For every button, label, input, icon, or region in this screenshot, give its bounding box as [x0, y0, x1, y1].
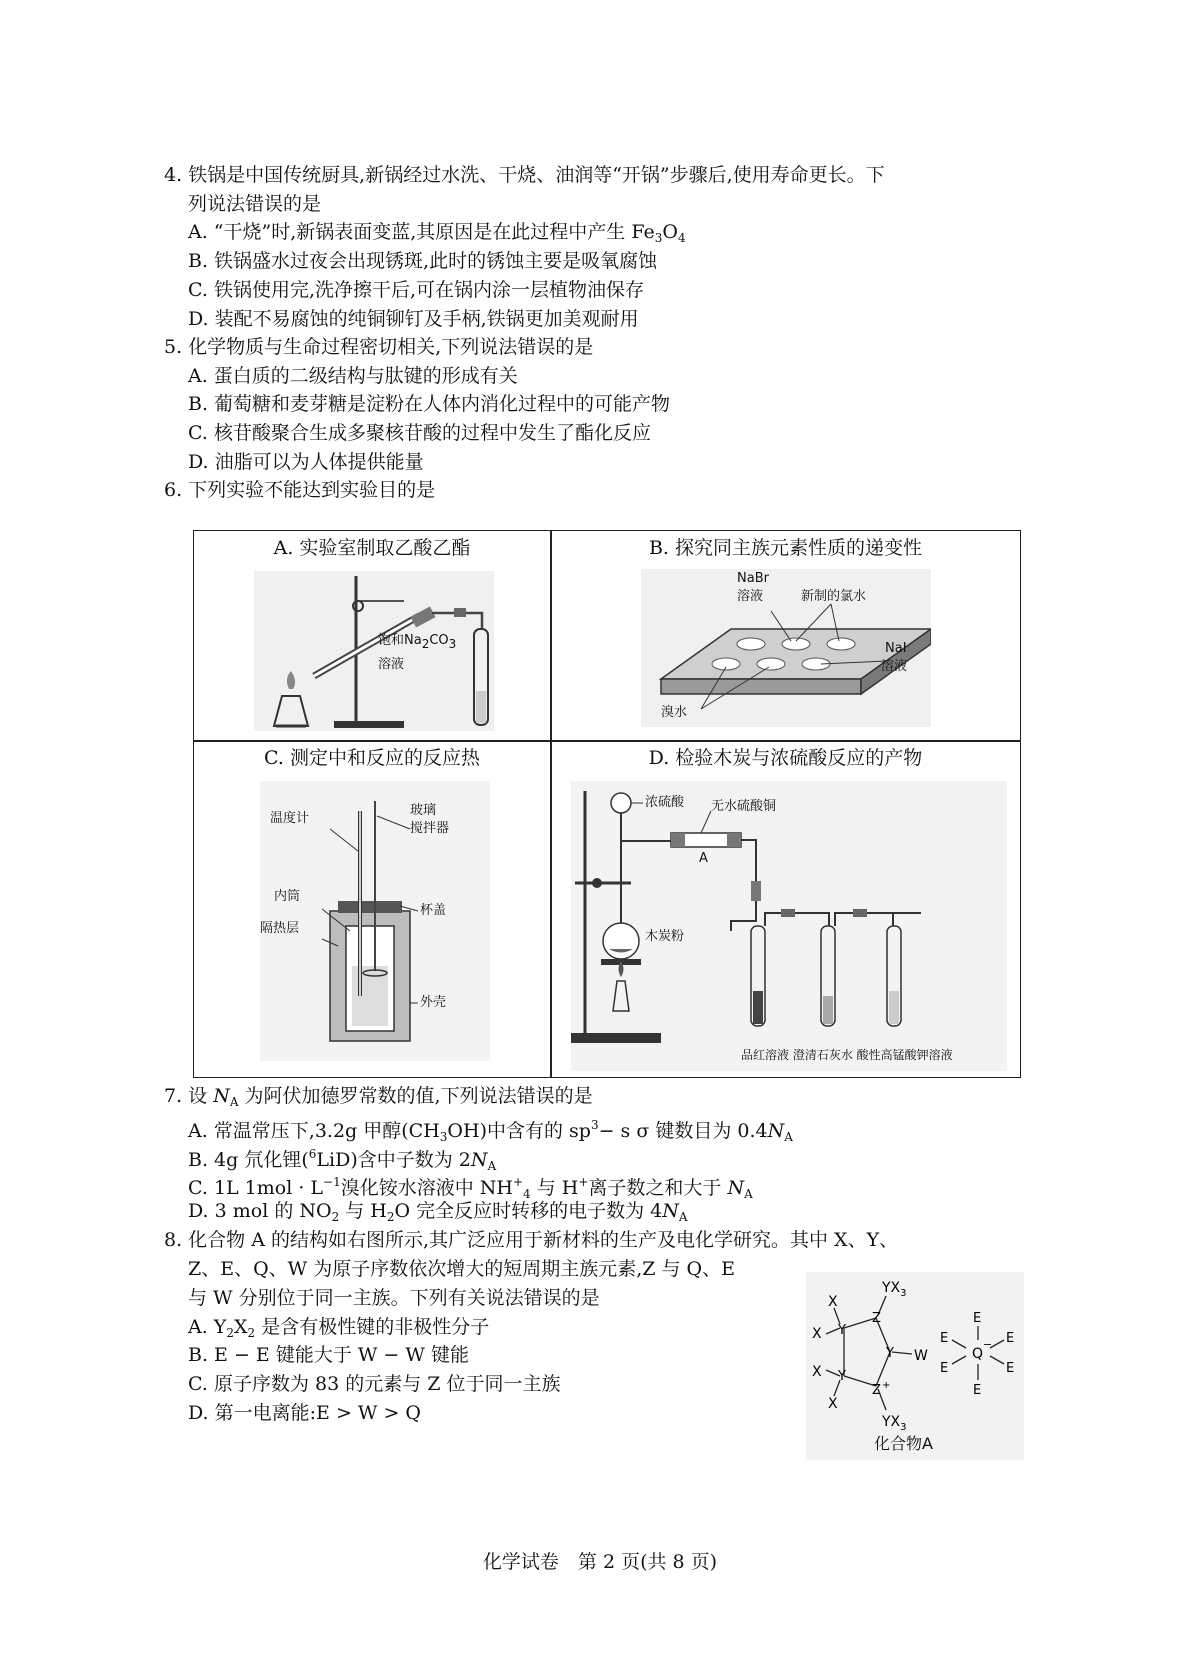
q7-option-a: A. 常温常压下,3.2g 甲醇$(CH_3OH)$中含有的 $sp^3- s$ σ 键数目为 $0.4N_A$ [188, 1118, 793, 1144]
q4-option-c: C. 铁锅使用完,洗净擦干后,可在锅内涂一层植物油保存 [188, 279, 645, 301]
q5-option-b: B. 葡萄糖和麦芽糖是淀粉在人体内消化过程中的可能产物 [188, 393, 671, 415]
charcoal-reaction-figure [571, 781, 1007, 1071]
ester-label-solution: 溶液 [378, 657, 405, 672]
ester-apparatus-figure [254, 571, 494, 731]
atom-x-bottom-left: X [828, 1396, 838, 1412]
label-glass: 玻璃 [410, 803, 437, 818]
label-lid: 杯盖 [420, 903, 447, 918]
q6-figure-grid [193, 530, 1021, 1078]
atom-e-top: E [973, 1311, 982, 1326]
calorimeter-figure [260, 781, 490, 1061]
atom-q: Q [972, 1346, 984, 1362]
label-anhydrous-cuso4: 无水硫酸铜 [711, 799, 777, 814]
cell-d-title: D. 检验木炭与浓硫酸反应的产物 [648, 747, 923, 769]
label-inner-cylinder: 内筒 [274, 889, 301, 904]
cell-a [194, 531, 550, 740]
atom-y-lower: Y [838, 1369, 846, 1384]
cell-c-title: C. 测定中和反应的反应热 [264, 747, 480, 769]
atom-y-upper: Y [838, 1323, 846, 1338]
q4-option-a: A. “干烧”时,新锅表面变蓝,其原因是在此过程中产生 $Fe_3O_4$ [188, 221, 686, 245]
atom-x-left-2: X [812, 1364, 822, 1380]
atom-e-bottom: E [973, 1383, 982, 1398]
q4-option-b: B. 铁锅盛水过夜会出现锈斑,此时的锈蚀主要是吸氧腐蚀 [188, 250, 658, 272]
atom-w: W [914, 1348, 928, 1364]
atom-e-left-2: E [940, 1361, 949, 1376]
compound-a-caption: 化合物A [874, 1434, 933, 1453]
q6-stem: 6. 下列实验不能达到实验目的是 [164, 479, 436, 501]
q4-option-d: D. 装配不易腐蚀的纯铜铆钉及手柄,铁锅更加美观耐用 [188, 308, 639, 330]
label-bromine-water: 溴水 [661, 705, 688, 720]
label-a: A [699, 851, 708, 866]
cell-c [194, 741, 550, 1077]
label-chlorine-water: 新制的氯水 [801, 589, 867, 604]
label-stirrer: 搅拌器 [410, 821, 450, 836]
page-footer: 化学试卷 第 2 页(共 8 页) [482, 1551, 718, 1573]
atom-z-charge: + [882, 1380, 891, 1391]
atom-e-right-2: E [1006, 1361, 1015, 1376]
q5-stem: 5. 化学物质与生命过程密切相关,下列说法错误的是 [164, 336, 594, 358]
label-thermometer: 温度计 [270, 811, 310, 826]
cell-b-title: B. 探究同主族元素性质的递变性 [648, 537, 923, 559]
charcoal-apparatus-drawing [571, 781, 1007, 1071]
label-concentrated-sulfuric-acid: 浓硫酸 [645, 795, 685, 810]
label-nabr-solution: 溶液 [737, 589, 764, 604]
label-shell: 外壳 [420, 995, 447, 1010]
compound-a-structure [806, 1272, 1024, 1460]
q4-stem-line1: 4. 铁锅是中国传统厨具,新锅经过水洗、干烧、油润等“开锅”步骤后,使用寿命更长。下 [164, 164, 885, 186]
atom-y-ring: Y [886, 1346, 894, 1361]
atom-q-charge: − [983, 1338, 993, 1351]
cell-a-title: A. 实验室制取乙酸乙酯 [273, 537, 471, 559]
atom-z-lower: Z [872, 1383, 881, 1398]
q5-option-d: D. 油脂可以为人体提供能量 [188, 451, 424, 473]
cell-b [551, 531, 1020, 740]
label-nai-solution: 溶液 [881, 659, 908, 674]
cell-d [551, 741, 1020, 1077]
group-yx3-bottom: $YX_3$ [882, 1414, 907, 1433]
q7-stem: 7. 设 $N_A$ 为阿伏加德罗常数的值,下列说法错误的是 [164, 1085, 593, 1109]
atom-e-right-1: E [1006, 1331, 1015, 1346]
q5-option-a: A. 蛋白质的二级结构与肽键的形成有关 [188, 365, 518, 387]
q8-option-b: B. E − E 键能大于 W − W 键能 [188, 1344, 469, 1366]
q8-option-d: D. 第一电离能:E > W > Q [188, 1402, 422, 1424]
ester-label-saturated: 饱和Na2CO3 [378, 633, 457, 651]
label-nai: NaI [885, 641, 907, 656]
label-insulation: 隔热层 [260, 921, 300, 936]
ester-apparatus-drawing [254, 571, 494, 731]
compound-a-figure [806, 1272, 1024, 1460]
q8-stem-line3: 与 W 分别位于同一主族。下列有关说法错误的是 [188, 1287, 600, 1309]
q7-option-d: D. 3 mol 的 $NO_2$ 与 $H_2O$ 完全反应时转移的电子数为 $4N_A$ [188, 1200, 688, 1224]
spot-plate-figure [641, 569, 931, 727]
atom-e-left-1: E [940, 1331, 949, 1346]
q8-stem-line1: 8. 化合物 A 的结构如右图所示,其广泛应用于新材料的生产及电化学研究。其中 X、Y、 [164, 1229, 899, 1251]
group-yx3-top: $YX_3$ [882, 1280, 907, 1299]
q8-option-c: C. 原子序数为 83 的元素与 Z 位于同一主族 [188, 1373, 561, 1395]
label-nabr: NaBr [737, 571, 769, 586]
q7-option-c: C. 1L $1mol \cdot L^{-1}$溴化铵水溶液中 $NH^+_4$ 与 H+离子数之和大于 $N_A$ [188, 1175, 753, 1201]
label-test-solutions: 品红溶液 澄清石灰水 酸性高锰酸钾溶液 [741, 1048, 953, 1062]
atom-x-top-left: X [828, 1294, 838, 1310]
q4-stem-line2: 列说法错误的是 [188, 193, 322, 215]
label-charcoal-powder: 木炭粉 [645, 929, 685, 944]
q8-stem-line2: Z、E、Q、W 为原子序数依次增大的短周期主族元素,Z 与 Q、E [188, 1258, 735, 1280]
q8-option-a: A. $Y_2X_2$ 是含有极性键的非极性分子 [188, 1316, 490, 1340]
q7-option-b: B. 4g 氘化锂($^6$LiD)含中子数为 $2N_A$ [188, 1147, 497, 1173]
q5-option-c: C. 核苷酸聚合生成多聚核苷酸的过程中发生了酯化反应 [188, 422, 651, 444]
atom-z-upper: Z [872, 1311, 881, 1326]
atom-x-left-1: X [812, 1326, 822, 1342]
